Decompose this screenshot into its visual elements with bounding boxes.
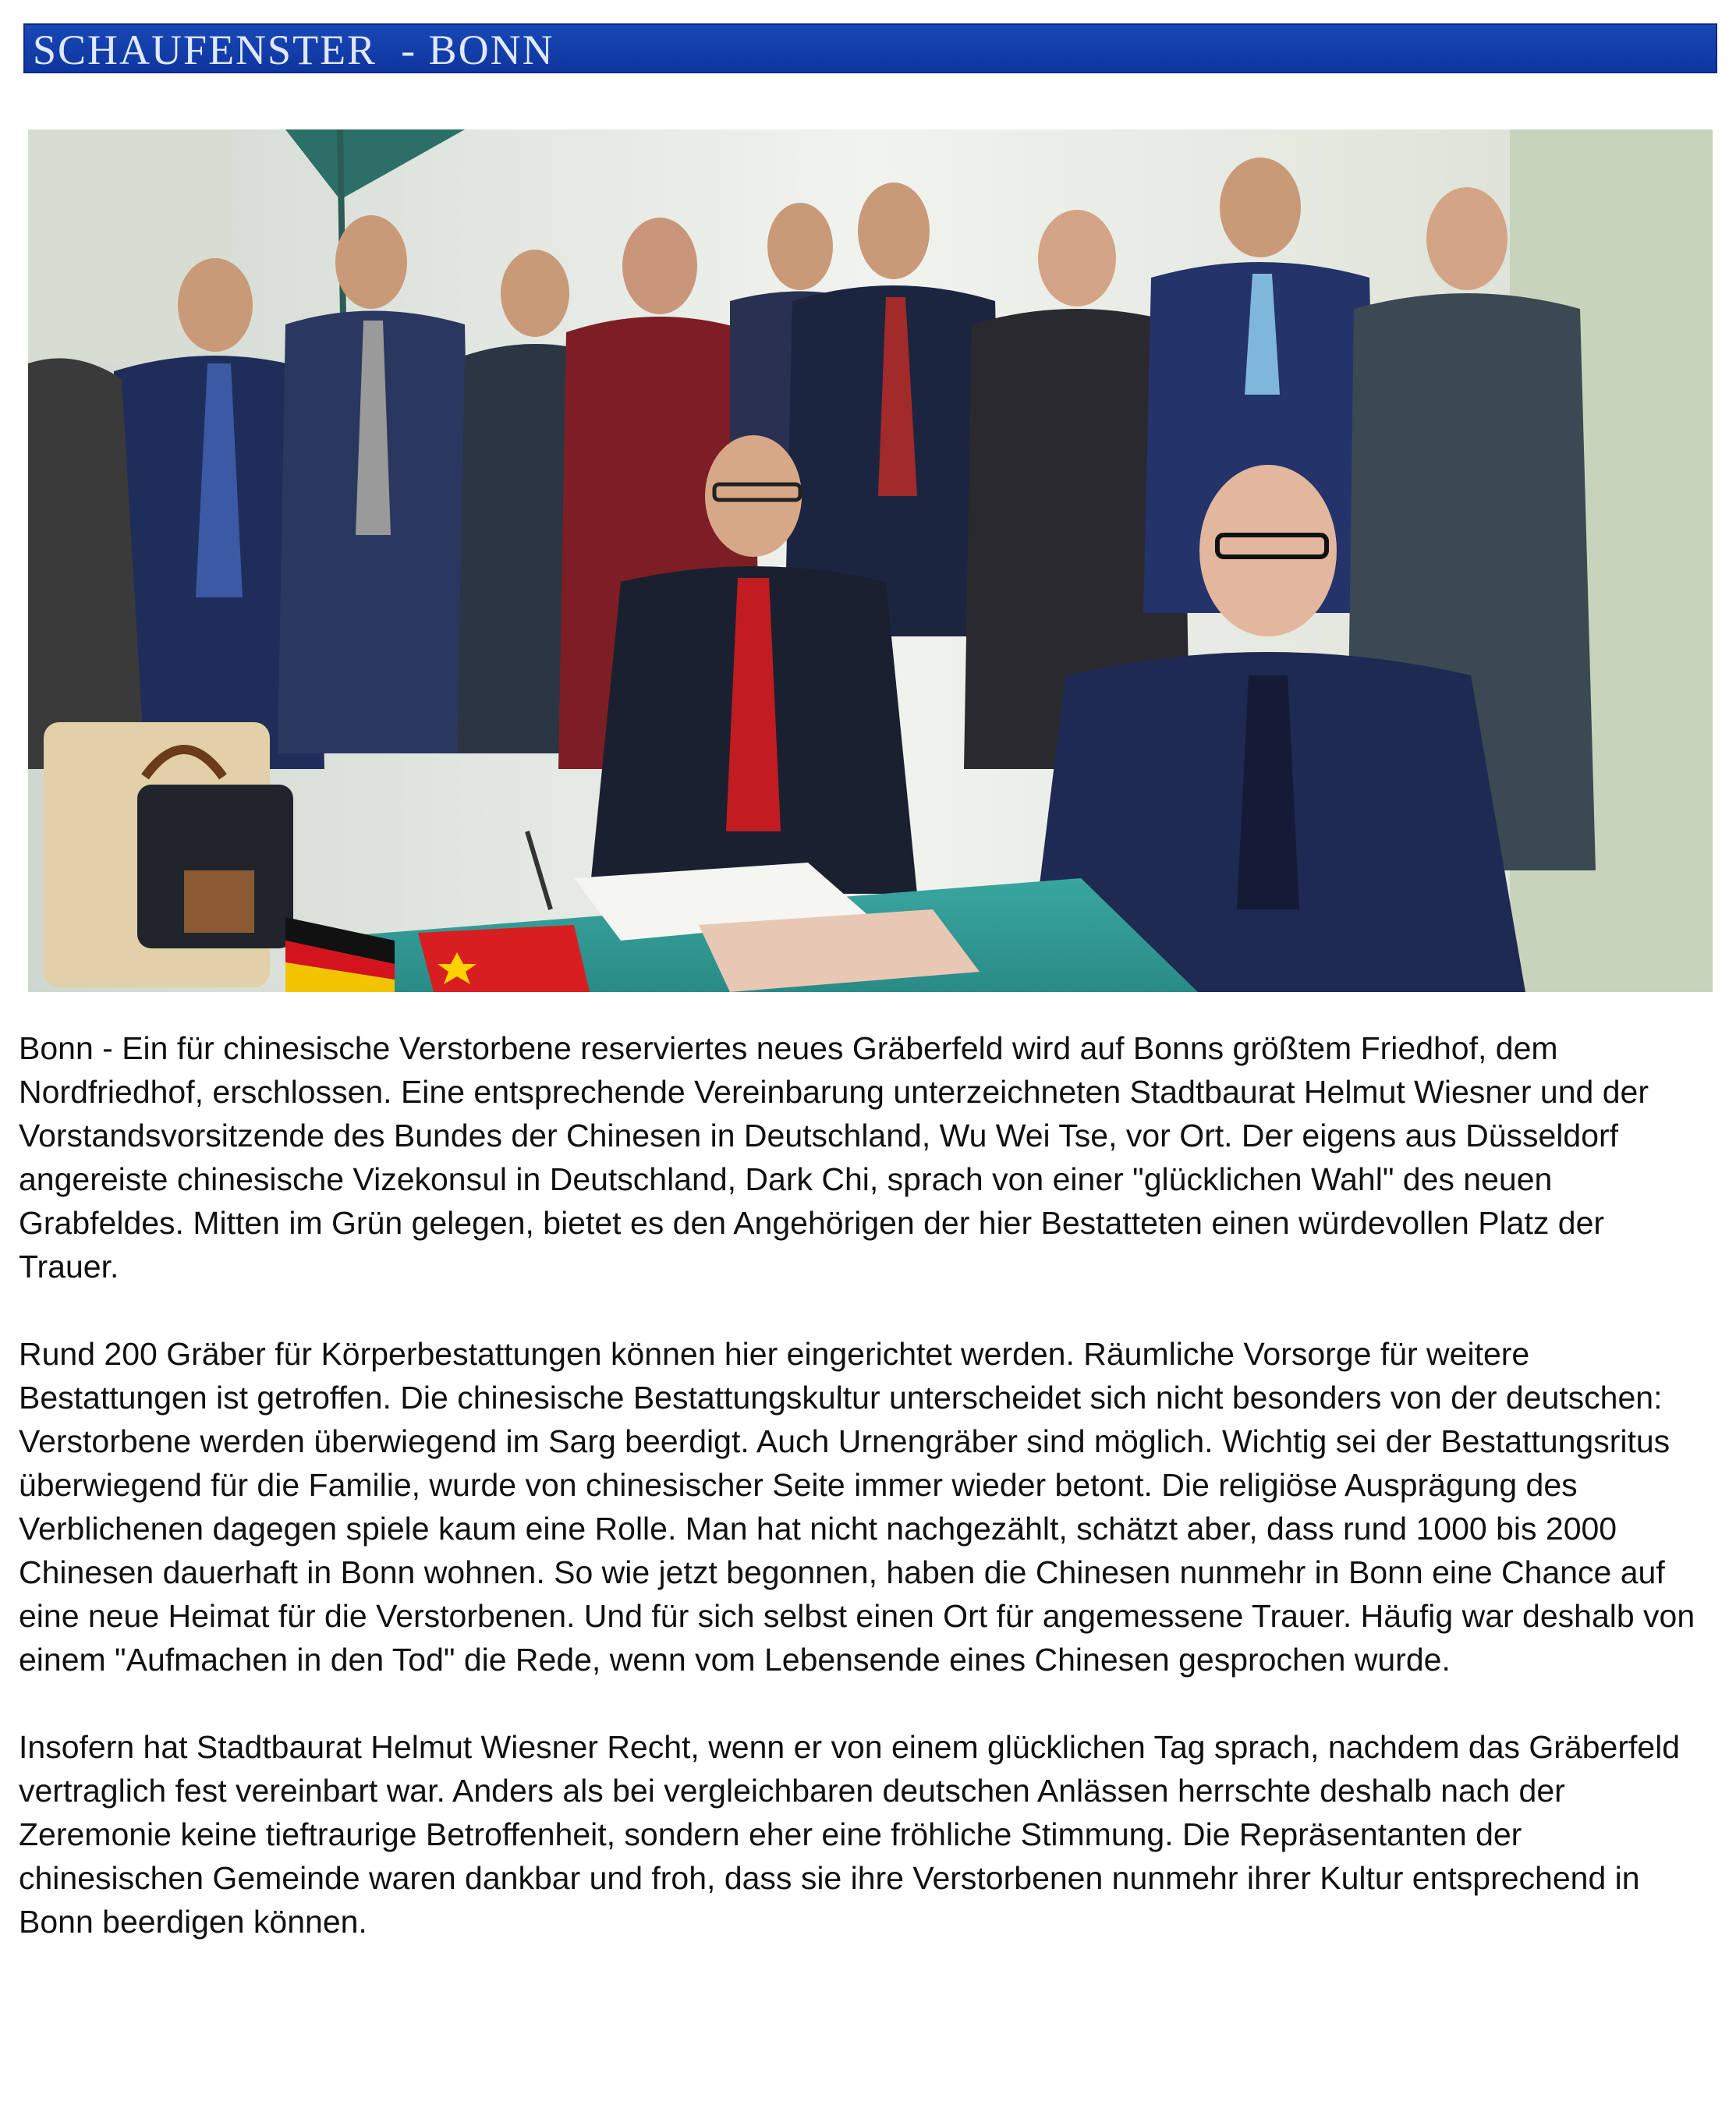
header-bar <box>23 23 1717 73</box>
china-flag <box>418 925 590 992</box>
article-paragraph: Bonn - Ein für chinesische Verstorbene reserviertes neues Gräberfeld wird auf Bonns größtem Friedhof, dem Nordfriedhof, erschlossen. Eine entsprechende Vereinbarung unterzeichneten Stadtbaurat Helmut Wiesner und der Vorstandsvorsitzende des Bundes der Chinesen in Deutschland, Wu Wei Tse, vor Ort. Der eigens aus Düsseldorf angereiste chinesische Vizekonsul in Deutschland, Dark Chi, sprach von einer "glücklichen Wahl" des neuen Grabfeldes. Mitten im Grün gelegen, bietet es den Angehörigen der hier Bestatteten einen würdevollen Platz der Trauer. <box>19 1030 1649 1285</box>
article-paragraph: Insofern hat Stadtbaurat Helmut Wiesner Recht, wenn er von einem glücklichen Tag sprach, nachdem das Gräberfeld vertraglich fest vereinbart war. Anders als bei vergleichbaren deutschen Anlässen herrschte deshalb nach der Zeremonie keine tieftraurige Betroffenheit, sondern eher eine fröhliche Stimmung. Die Repräsentanten der chinesischen Gemeinde waren dankbar und froh, dass sie ihre Verstorbenen nunmehr ihrer Kultur entsprechend in Bonn beerdigen können. <box>19 1729 1681 1940</box>
article-body <box>19 1026 1711 1987</box>
article-photo <box>28 129 1713 992</box>
article-paragraph: Rund 200 Gräber für Körperbestattungen können hier eingerichtet werden. Räumliche Vorsorge für weitere Bestattungen ist getroffen. Die chinesische Bestattungskultur unterscheidet sich nicht besonders von der deutschen: Verstorbene werden überwiegend im Sarg beerdigt. Auch Urnengräber sind möglich. Wichtig sei der Bestattungsritus überwiegend für die Familie, wurde von chinesischer Seite immer wieder betont. Die religiöse Ausprägung des Verblichenen dagegen spiele kaum eine Rolle. Man hat nicht nachgezählt, schätzt aber, dass rund 1000 bis 2000 Chinesen dauerhaft in Bonn wohnen. So wie jetzt begonnen, haben die Chinesen nunmehr in Bonn eine Chance auf eine neue Heimat für die Verstorbenen. Und für sich selbst einen Ort für angemessene Trauer. Häufig war deshalb von einem "Aufmachen in den Tod" die Rede, wenn vom Lebensende eines Chinesen gesprochen wurde. <box>19 1336 1695 1678</box>
chair-with-bag <box>44 722 293 987</box>
page-title: SCHAUFENSTER - BONN <box>33 27 554 73</box>
